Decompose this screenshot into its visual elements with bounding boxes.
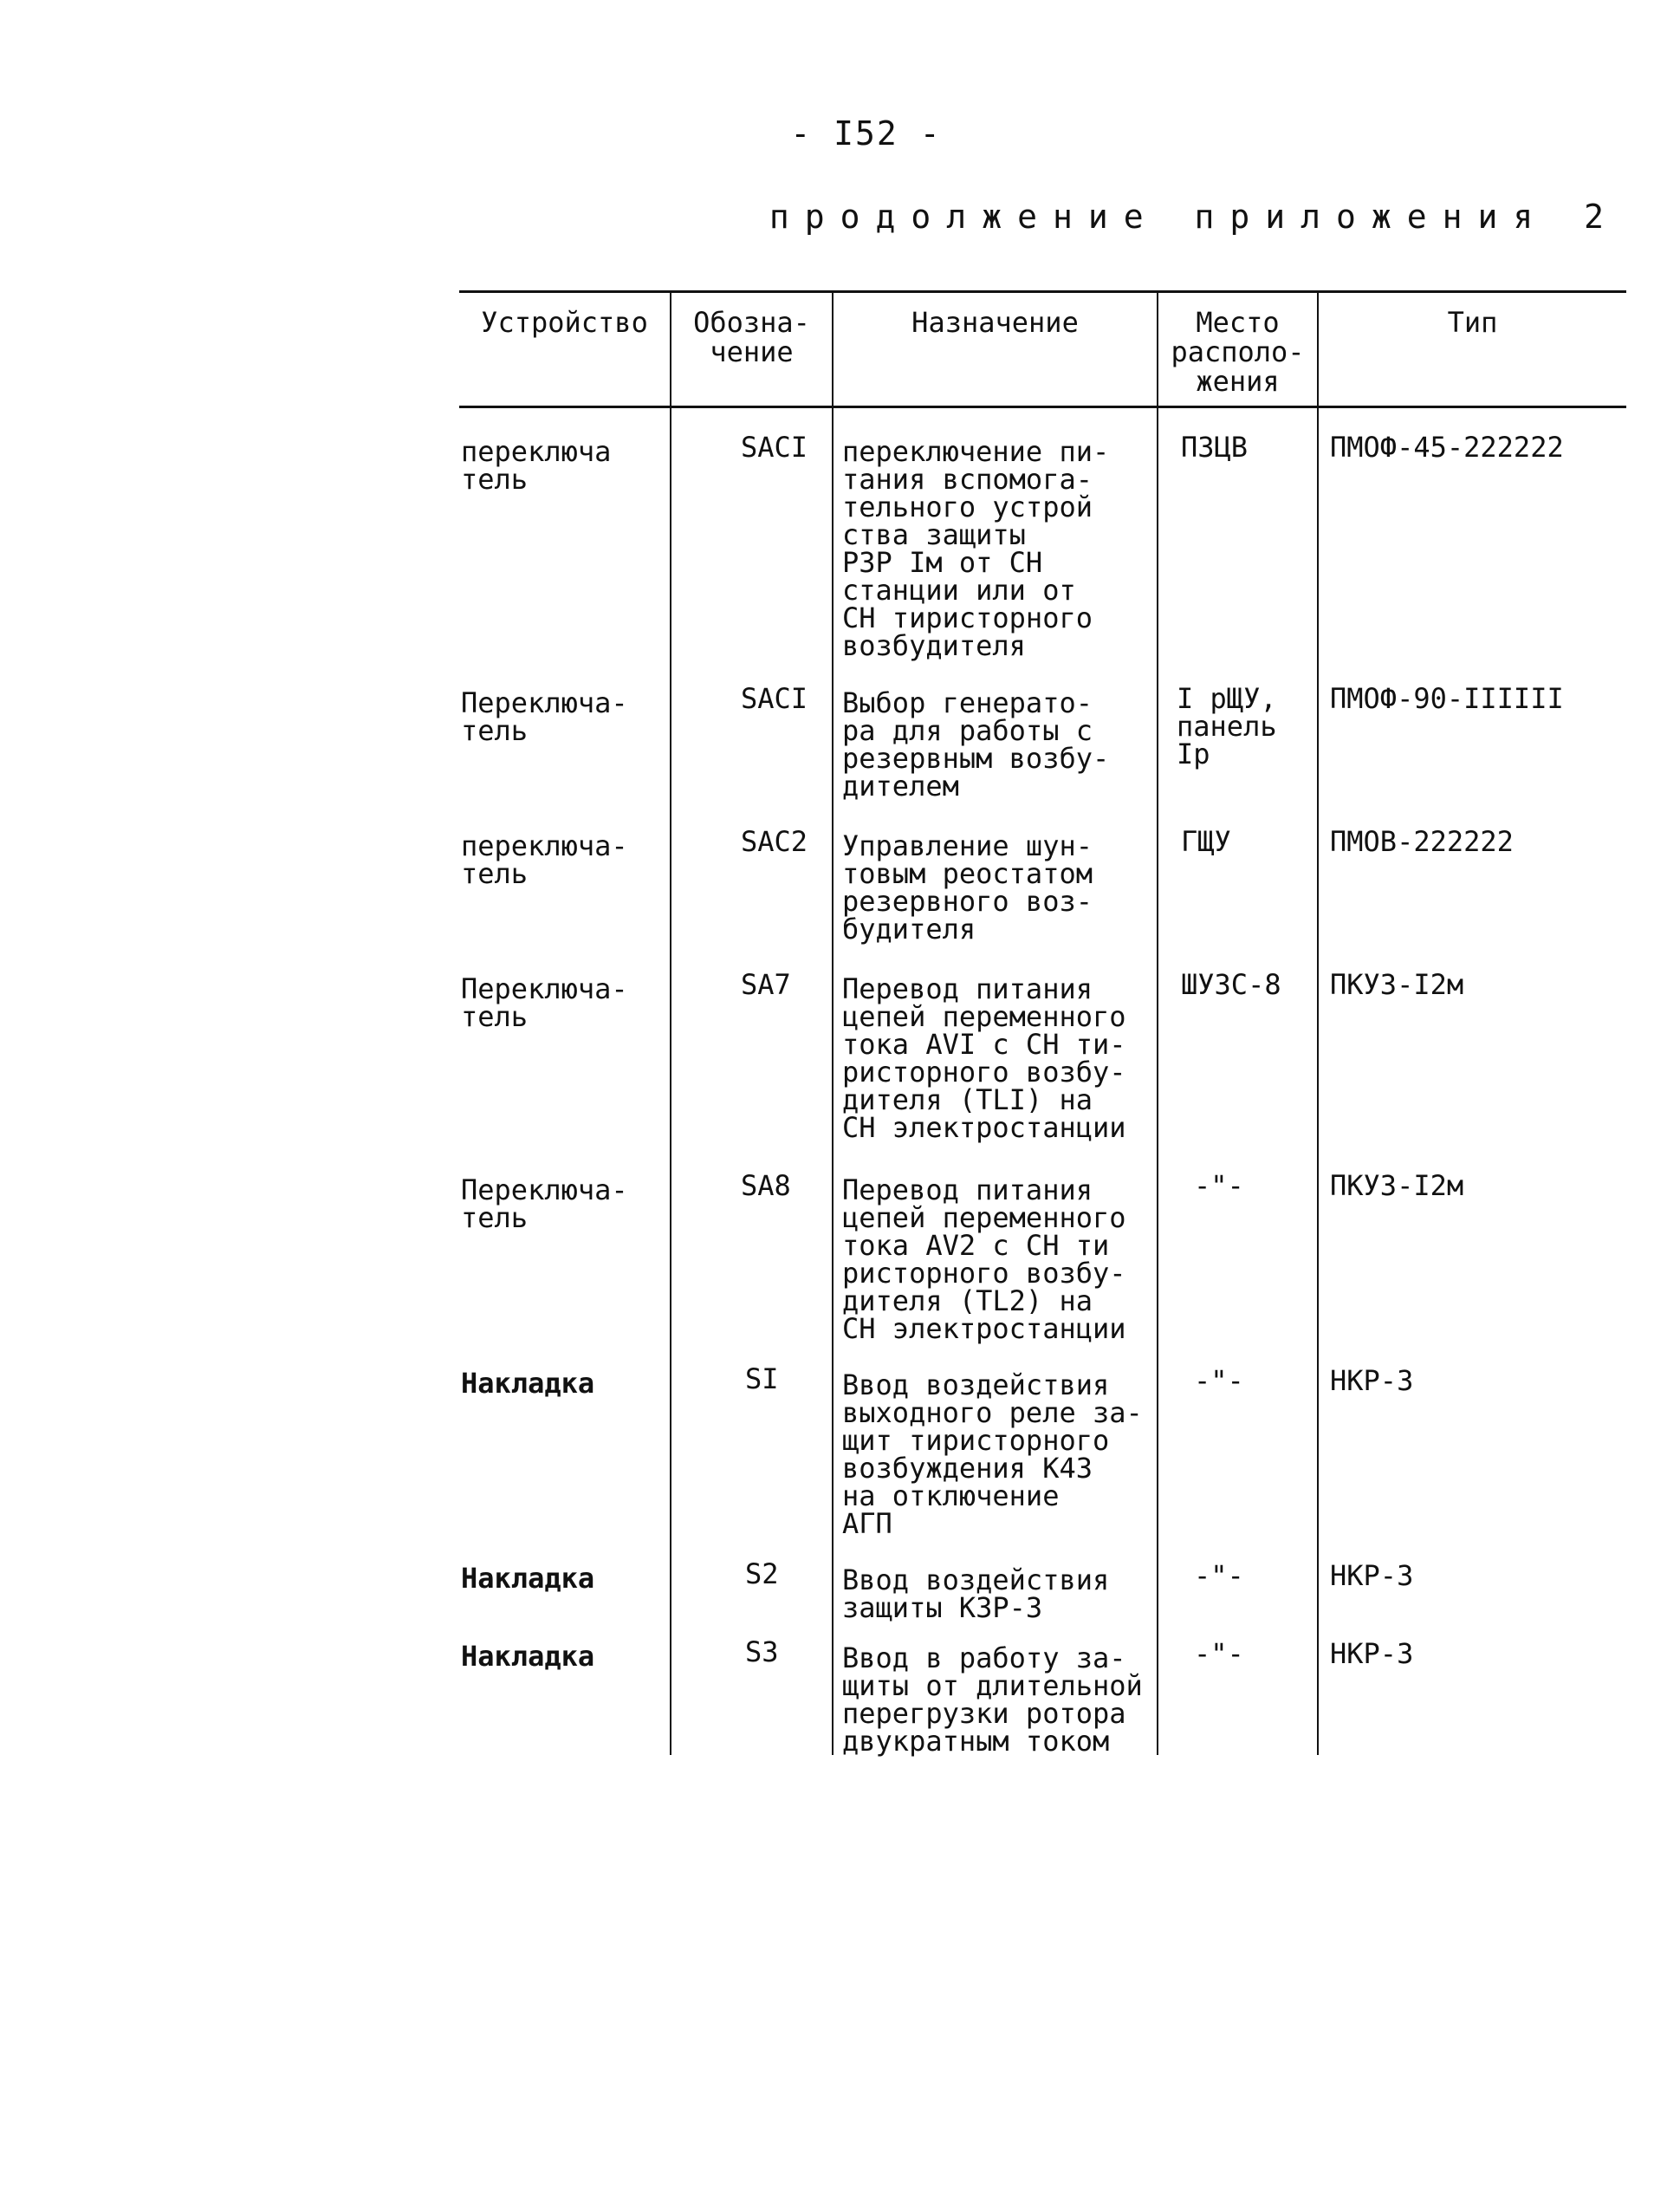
continuation-caption: продолжение приложения 2: [769, 198, 1619, 236]
table-header-rule: [459, 406, 1626, 408]
type-cell: ПМОФ-45-222222: [1330, 431, 1564, 464]
header-location: Место располо- жения: [1171, 306, 1305, 398]
device-cell: Накладка: [461, 1367, 595, 1400]
page-number: - I52 -: [790, 114, 942, 153]
type-cell: ПМОВ-222222: [1330, 825, 1514, 858]
device-cell: Переключа- тель: [461, 686, 628, 747]
purpose-cell: Ввод воздействия выходного реле за- щит тиристорного возбуждения К43 на отключение АГП: [842, 1368, 1143, 1540]
location-cell: -"-: [1194, 1169, 1244, 1202]
purpose-cell: Перевод питания цепей переменного тока AVI с СН ти- ристорного возбу- дителя (TLI) на СН электростанции: [842, 972, 1126, 1144]
device-cell: Переключа- тель: [461, 972, 628, 1033]
purpose-cell: Выбор генерато- ра для работы с резервным возбу- дителем: [842, 686, 1110, 803]
type-cell: НКР-3: [1330, 1559, 1414, 1592]
device-cell: переключа тель: [461, 435, 612, 496]
designation-cell: SACI: [741, 431, 808, 464]
purpose-cell: Управление шун- товым реостатом резервного воз- будителя: [842, 829, 1093, 946]
device-cell: переключа- тель: [461, 829, 628, 890]
designation-cell: SACI: [741, 682, 808, 715]
header-purpose: Назначение: [911, 306, 1079, 339]
header-type: Тип: [1447, 306, 1498, 339]
purpose-cell: Ввод в работу за- щиты от длительной перегрузки ротора двукратным током: [842, 1641, 1143, 1758]
table-top-rule: [459, 290, 1626, 293]
header-device: Устройство: [481, 306, 648, 339]
device-cell: Накладка: [461, 1640, 595, 1673]
location-cell: -"-: [1194, 1364, 1244, 1397]
purpose-cell: Ввод воздействия защиты КЗР-3: [842, 1563, 1110, 1624]
device-cell: Накладка: [461, 1562, 595, 1595]
location-cell: ГЩУ: [1181, 825, 1231, 858]
purpose-cell: Перевод питания цепей переменного тока AV2 с СН ти ристорного возбу- дителя (TL2) на СН электростанции: [842, 1173, 1126, 1345]
designation-cell: SI: [745, 1362, 779, 1395]
location-cell: -"-: [1194, 1637, 1244, 1670]
header-designation: Обозна- чение: [693, 306, 810, 368]
device-cell: Переключа- тель: [461, 1173, 628, 1234]
column-divider: [1157, 292, 1158, 1755]
type-cell: НКР-3: [1330, 1364, 1414, 1397]
type-cell: ПКУЗ-I2м: [1330, 968, 1464, 1001]
designation-cell: S2: [745, 1557, 779, 1590]
column-divider: [1317, 292, 1319, 1755]
type-cell: НКР-3: [1330, 1637, 1414, 1670]
location-cell: I рЩУ, панель Iр: [1177, 682, 1277, 770]
purpose-cell: переключение пи- тания вспомога- тельного устрой ства защиты РЗР Iм от СН станции или от СН тиристорного возбудителя: [842, 435, 1110, 662]
designation-cell: S3: [745, 1635, 779, 1668]
designation-cell: SA8: [741, 1169, 791, 1202]
column-divider: [832, 292, 834, 1755]
designation-cell: SAC2: [741, 825, 808, 858]
type-cell: ПКУЗ-I2м: [1330, 1169, 1464, 1202]
designation-cell: SA7: [741, 968, 791, 1001]
location-cell: ПЗЦВ: [1181, 431, 1249, 464]
type-cell: ПМОФ-90-IIIIII: [1330, 682, 1564, 715]
column-divider: [670, 292, 671, 1755]
location-cell: ШУЗС-8: [1181, 968, 1281, 1001]
location-cell: -"-: [1194, 1559, 1244, 1592]
